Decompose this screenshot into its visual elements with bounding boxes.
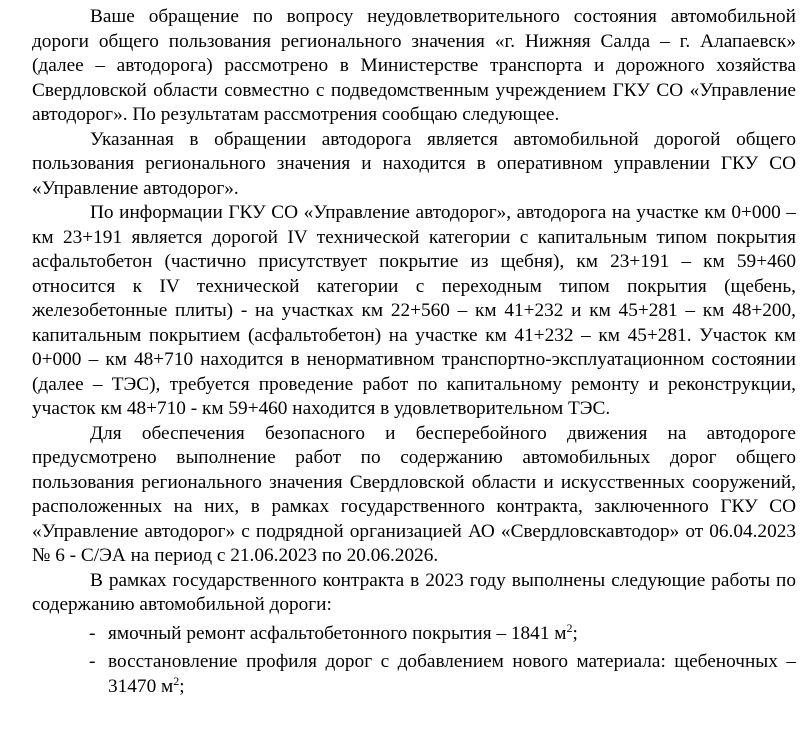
- list-item-main: восстановление профиля дорог с добавлением нового материала: щебеночных – 31470 м: [108, 651, 796, 697]
- list-marker: -: [89, 622, 96, 644]
- list-item: [32, 650, 796, 699]
- list-item: [32, 622, 796, 647]
- list-item-main: ямочный ремонт асфальтобетонного покрытия – 1841 м: [108, 622, 567, 644]
- paragraph-maintenance-contract: Для обеспечения безопасного и бесперебойного движения на автодороге предусмотрено выполнение работ по содержанию автомобильных дорог общего пользования регионального значения Свердловской области и искусственных сооружений, расположенных на них, в рамках государственного контракта, заключенного ГКУ СО «Управление автодорог» с подрядной организацией АО «Свердловскавтодор» от 06.04.2023 № 6 - С/ЭА на период с 21.06.2023 по 20.06.2026.: [32, 422, 796, 566]
- paragraph-road-details: По информации ГКУ СО «Управление автодорог», автодорога на участке км 0+000 – км 23+191 является дорогой IV технической категории с капитальным типом покрытия асфальтобетон (частично присутствует покрытие из щебня), км 23+191 – км 59+460 относится к IV технической категории с переходным типом покрытия (щебень, железобетонные плиты) - на участках км 22+560 – км 41+232 и км 45+281 – км 48+200, капитальным покрытием (асфальтобетон) на участке км 41+232 – км 45+281. Участок км 0+000 – км 48+710 находится в ненормативном транспортно-эксплуатационном состоянии (далее – ТЭС), требуется проведение работ по капитальному ремонту и реконструкции, участок км 48+710 - км 59+460 находится в удовлетворительном ТЭС.: [32, 202, 796, 419]
- list-item-tail: ;: [572, 622, 578, 644]
- works-list: [32, 622, 796, 700]
- unit-superscript: 2: [173, 673, 180, 688]
- paragraph-road-status: Указанная в обращении автодорога является автомобильной дорогой общего пользования регионального значения и находится в оперативном управлении ГКУ СО «Управление автодорог».: [32, 128, 796, 199]
- paragraph-works-intro: В рамках государственного контракта в 2023 году выполнены следующие работы по содержанию автомобильной дороги:: [32, 569, 796, 615]
- unit-superscript: 2: [566, 620, 573, 635]
- list-marker: -: [89, 651, 96, 672]
- list-item-text: [90, 622, 796, 647]
- list-item-text: [90, 650, 796, 699]
- paragraph-appeal: Ваше обращение по вопросу неудовлетворительного состояния автомобильной дороги общего пользования регионального значения «г. Нижняя Салда – г. Алапаевск» (далее – автодорога) рассмотрено в Министерстве транспорта и дорожного хозяйства Свердловской области совместно с подведомственным учреждением ГКУ СО «Управление автодорог». По результатам рассмотрения сообщаю следующее.: [32, 6, 796, 125]
- list-item-tail: ;: [179, 675, 185, 697]
- document-body: [32, 5, 796, 699]
